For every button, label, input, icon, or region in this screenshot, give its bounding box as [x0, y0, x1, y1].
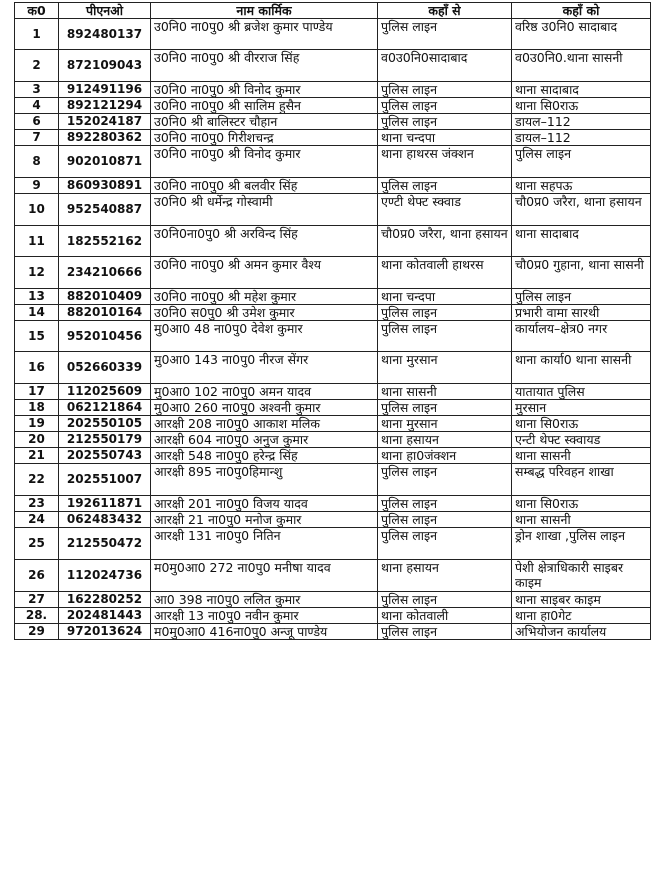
serial-cell: 8 — [15, 146, 59, 178]
table-row — [15, 448, 651, 464]
from-cell: पुलिस लाइन — [378, 464, 512, 496]
pno-cell: 192611871 — [59, 496, 151, 512]
to-cell: पेशी क्षेत्राधिकारी साइबर काइम — [512, 560, 651, 592]
name-cell: उ0नि0 ना0पु0 गिरीशचन्द्र — [151, 130, 378, 146]
name-cell: आरक्षी 604 ना0पु0 अनुज कुमार — [151, 432, 378, 448]
table-row — [15, 146, 651, 178]
serial-cell: 19 — [15, 416, 59, 432]
serial-cell: 27 — [15, 592, 59, 608]
pno-cell: 062121864 — [59, 400, 151, 416]
pno-cell: 892121294 — [59, 98, 151, 114]
pno-cell: 152024187 — [59, 114, 151, 130]
pno-cell: 882010409 — [59, 289, 151, 305]
table-row — [15, 19, 651, 50]
from-cell: पुलिस लाइन — [378, 528, 512, 560]
serial-cell: 10 — [15, 194, 59, 226]
to-cell: एन्टी थेफ्ट स्क्वायड — [512, 432, 651, 448]
name-cell: आरक्षी 201 ना0पु0 विजय यादव — [151, 496, 378, 512]
to-cell: व0उ0नि0.थाना सासनी — [512, 50, 651, 82]
table-row — [15, 496, 651, 512]
from-cell: थाना चन्दपा — [378, 130, 512, 146]
from-cell: चौ0प्र0 जरैरा, थाना हसायन — [378, 226, 512, 257]
name-cell: आरक्षी 895 ना0पु0हिमान्शु — [151, 464, 378, 496]
table-row — [15, 289, 651, 305]
name-cell: उ0नि0ना0पु0 श्री अरविन्द सिंह — [151, 226, 378, 257]
table-row — [15, 416, 651, 432]
pno-cell: 202550743 — [59, 448, 151, 464]
pno-cell: 892480137 — [59, 19, 151, 50]
name-cell: आरक्षी 208 ना0पु0 आकाश मलिक — [151, 416, 378, 432]
serial-cell: 14 — [15, 305, 59, 321]
from-cell: थाना हसायन — [378, 560, 512, 592]
serial-cell: 29 — [15, 624, 59, 640]
name-cell: आरक्षी 13 ना0पु0 नवीन कुमार — [151, 608, 378, 624]
name-cell: उ0नि0 ना0पु0 श्री ब्रजेश कुमार पाण्डेय — [151, 19, 378, 50]
name-cell: उ0नि0 स0पु0 श्री उमेश कुमार — [151, 305, 378, 321]
table-row — [15, 624, 651, 640]
name-cell: म0मु0आ0 416ना0पु0 अन्जू पाण्डेय — [151, 624, 378, 640]
transfer-table — [14, 2, 651, 640]
serial-cell: 20 — [15, 432, 59, 448]
from-cell: पुलिस लाइन — [378, 400, 512, 416]
pno-cell: 872109043 — [59, 50, 151, 82]
from-cell: पुलिस लाइन — [378, 114, 512, 130]
from-cell: पुलिस लाइन — [378, 512, 512, 528]
to-cell: चौ0प्र0 गुहाना, थाना सासनी — [512, 257, 651, 289]
from-cell: पुलिस लाइन — [378, 98, 512, 114]
pno-cell: 062483432 — [59, 512, 151, 528]
from-cell: पुलिस लाइन — [378, 496, 512, 512]
to-cell: थाना सि0राऊ — [512, 416, 651, 432]
table-row — [15, 321, 651, 352]
table-row — [15, 512, 651, 528]
serial-cell: 13 — [15, 289, 59, 305]
table-row — [15, 608, 651, 624]
to-cell: ड्रोन शाखा ,पुलिस लाइन — [512, 528, 651, 560]
name-cell: आरक्षी 21 ना0पु0 मनोज कुमार — [151, 512, 378, 528]
serial-cell: 9 — [15, 178, 59, 194]
table-row — [15, 98, 651, 114]
name-cell: उ0नि0 ना0पु0 श्री सालिम हुसैन — [151, 98, 378, 114]
to-cell: थाना हा0गेट — [512, 608, 651, 624]
name-cell: आरक्षी 131 ना0पु0 नितिन — [151, 528, 378, 560]
to-cell: थाना कार्या0 थाना सासनी — [512, 352, 651, 384]
name-cell: मु0आ0 143 ना0पु0 नीरज सेंगर — [151, 352, 378, 384]
serial-cell: 12 — [15, 257, 59, 289]
pno-cell: 182552162 — [59, 226, 151, 257]
pno-cell: 860930891 — [59, 178, 151, 194]
pno-cell: 112025609 — [59, 384, 151, 400]
serial-cell: 21 — [15, 448, 59, 464]
serial-cell: 18 — [15, 400, 59, 416]
table-row — [15, 178, 651, 194]
to-cell: थाना सि0राऊ — [512, 496, 651, 512]
from-cell: थाना कोतवाली हाथरस — [378, 257, 512, 289]
pno-cell: 882010164 — [59, 305, 151, 321]
table-row — [15, 130, 651, 146]
name-cell: मु0आ0 48 ना0पु0 देवेश कुमार — [151, 321, 378, 352]
pno-cell: 972013624 — [59, 624, 151, 640]
name-cell: उ0नि0 ना0पु0 श्री वीरराज सिंह — [151, 50, 378, 82]
from-cell: पुलिस लाइन — [378, 82, 512, 98]
to-cell: डायल–112 — [512, 130, 651, 146]
to-cell: प्रभारी वामा सारथी — [512, 305, 651, 321]
pno-cell: 162280252 — [59, 592, 151, 608]
pno-cell: 202551007 — [59, 464, 151, 496]
pno-cell: 052660339 — [59, 352, 151, 384]
table-row — [15, 305, 651, 321]
header-to: कहाँ को — [512, 3, 651, 19]
table-row — [15, 592, 651, 608]
transfer-list-document — [14, 2, 651, 640]
table-row — [15, 50, 651, 82]
table-row — [15, 384, 651, 400]
to-cell: कार्यालय–क्षेत्र0 नगर — [512, 321, 651, 352]
to-cell: थाना सहपऊ — [512, 178, 651, 194]
to-cell: थाना सासनी — [512, 512, 651, 528]
pno-cell: 912491196 — [59, 82, 151, 98]
to-cell: वरिष्ठ उ0नि0 सादाबाद — [512, 19, 651, 50]
pno-cell: 202550105 — [59, 416, 151, 432]
pno-cell: 952010456 — [59, 321, 151, 352]
pno-cell: 892280362 — [59, 130, 151, 146]
to-cell: डायल–112 — [512, 114, 651, 130]
serial-cell: 7 — [15, 130, 59, 146]
to-cell: मुरसान — [512, 400, 651, 416]
serial-cell: 2 — [15, 50, 59, 82]
to-cell: थाना सि0राऊ — [512, 98, 651, 114]
from-cell: एण्टी थेफ्ट स्क्वाड — [378, 194, 512, 226]
serial-cell: 15 — [15, 321, 59, 352]
serial-cell: 25 — [15, 528, 59, 560]
serial-cell: 1 — [15, 19, 59, 50]
name-cell: उ0नि0 श्री बालिस्टर चौहान — [151, 114, 378, 130]
from-cell: थाना हाथरस जंक्शन — [378, 146, 512, 178]
table-row — [15, 400, 651, 416]
name-cell: मु0आ0 102 ना0पु0 अमन यादव — [151, 384, 378, 400]
from-cell: पुलिस लाइन — [378, 305, 512, 321]
header-name: नाम कार्मिक — [151, 3, 378, 19]
pno-cell: 212550179 — [59, 432, 151, 448]
name-cell: उ0नि0 ना0पु0 श्री अमन कुमार वैश्य — [151, 257, 378, 289]
name-cell: आरक्षी 548 ना0पु0 हरेन्द्र सिंह — [151, 448, 378, 464]
name-cell: उ0नि0 ना0पु0 श्री बलवीर सिंह — [151, 178, 378, 194]
from-cell: पुलिस लाइन — [378, 19, 512, 50]
serial-cell: 11 — [15, 226, 59, 257]
from-cell: पुलिस लाइन — [378, 321, 512, 352]
pno-cell: 212550472 — [59, 528, 151, 560]
table-row — [15, 257, 651, 289]
to-cell: अभियोजन कार्यालय — [512, 624, 651, 640]
serial-cell: 24 — [15, 512, 59, 528]
name-cell: मु0आ0 260 ना0पु0 अश्वनी कुमार — [151, 400, 378, 416]
pno-cell: 902010871 — [59, 146, 151, 178]
from-cell: थाना कोतवाली — [378, 608, 512, 624]
from-cell: पुलिस लाइन — [378, 178, 512, 194]
name-cell: उ0नि0 ना0पु0 श्री विनोद कुमार — [151, 82, 378, 98]
name-cell: उ0नि0 श्री धर्मेन्द्र गोस्वामी — [151, 194, 378, 226]
to-cell: थाना साइबर काइम — [512, 592, 651, 608]
pno-cell: 202481443 — [59, 608, 151, 624]
serial-cell: 16 — [15, 352, 59, 384]
header-serial: क0 — [15, 3, 59, 19]
pno-cell: 234210666 — [59, 257, 151, 289]
from-cell: थाना हसायन — [378, 432, 512, 448]
serial-cell: 6 — [15, 114, 59, 130]
from-cell: पुलिस लाइन — [378, 624, 512, 640]
name-cell: उ0नि0 ना0पु0 श्री महेश कुमार — [151, 289, 378, 305]
from-cell: थाना मुरसान — [378, 416, 512, 432]
to-cell: पुलिस लाइन — [512, 146, 651, 178]
serial-cell: 17 — [15, 384, 59, 400]
header-pno: पीएनओ — [59, 3, 151, 19]
table-row — [15, 82, 651, 98]
name-cell: म0मु0आ0 272 ना0पु0 मनीषा यादव — [151, 560, 378, 592]
table-row — [15, 464, 651, 496]
pno-cell: 112024736 — [59, 560, 151, 592]
table-row — [15, 352, 651, 384]
to-cell: सम्बद्ध परिवहन शाखा — [512, 464, 651, 496]
table-header-row — [15, 3, 651, 19]
to-cell: थाना सादाबाद — [512, 82, 651, 98]
header-from: कहाँ से — [378, 3, 512, 19]
table-row — [15, 226, 651, 257]
table-row — [15, 528, 651, 560]
serial-cell: 26 — [15, 560, 59, 592]
to-cell: थाना सादाबाद — [512, 226, 651, 257]
serial-cell: 28. — [15, 608, 59, 624]
from-cell: व0उ0नि0सादाबाद — [378, 50, 512, 82]
table-row — [15, 560, 651, 592]
serial-cell: 22 — [15, 464, 59, 496]
table-row — [15, 114, 651, 130]
from-cell: थाना सासनी — [378, 384, 512, 400]
pno-cell: 952540887 — [59, 194, 151, 226]
to-cell: थाना सासनी — [512, 448, 651, 464]
to-cell: पुलिस लाइन — [512, 289, 651, 305]
to-cell: चौ0प्र0 जरैरा, थाना हसायन — [512, 194, 651, 226]
name-cell: आ0 398 ना0पु0 ललित कुमार — [151, 592, 378, 608]
table-body — [15, 19, 651, 640]
name-cell: उ0नि0 ना0पु0 श्री विनोद कुमार — [151, 146, 378, 178]
table-row — [15, 432, 651, 448]
from-cell: थाना मुरसान — [378, 352, 512, 384]
from-cell: थाना हा0जंक्शन — [378, 448, 512, 464]
serial-cell: 3 — [15, 82, 59, 98]
to-cell: यातायात पुलिस — [512, 384, 651, 400]
from-cell: थाना चन्दपा — [378, 289, 512, 305]
serial-cell: 23 — [15, 496, 59, 512]
table-row — [15, 194, 651, 226]
from-cell: पुलिस लाइन — [378, 592, 512, 608]
serial-cell: 4 — [15, 98, 59, 114]
